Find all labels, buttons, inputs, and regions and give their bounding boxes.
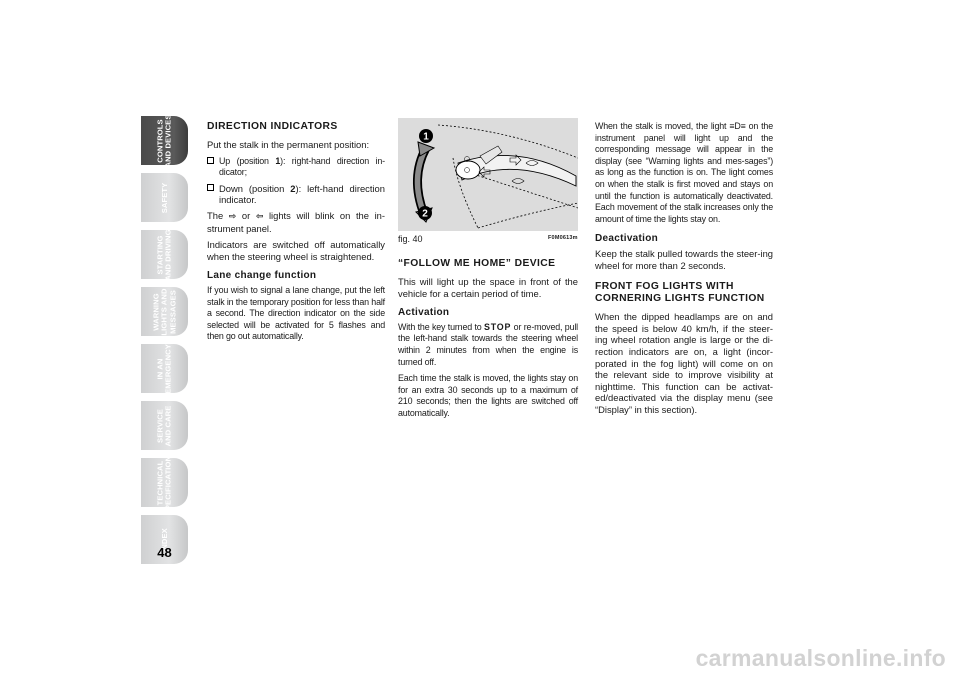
column-follow-me-home-cont bbox=[595, 121, 773, 420]
subheading: Deactivation bbox=[595, 233, 659, 245]
text: ): right-hand direction in-dicator; bbox=[219, 155, 385, 178]
text: Up (position bbox=[219, 155, 276, 166]
bullet-list bbox=[207, 156, 385, 206]
tab-safety[interactable] bbox=[141, 173, 188, 222]
marker-label: 1 bbox=[423, 131, 429, 143]
subheading: Lane change function bbox=[207, 270, 317, 282]
paragraph: Each time the stalk is moved, the lights stay on for an extra 30 seconds up to a maximum of 210 seconds; then the lights are switched off automatically. bbox=[398, 373, 578, 418]
checkbox-bullet-icon bbox=[207, 157, 214, 164]
paragraph: Indicators are switched off automatically when the steering wheel is straightened. bbox=[207, 239, 385, 262]
figure-code: F0M0613m bbox=[548, 235, 578, 241]
tab-label: SERVICE AND CARE bbox=[155, 405, 173, 446]
tab-label: IN AN EMERGENCY bbox=[155, 343, 173, 394]
chapter-tabs bbox=[141, 116, 188, 572]
paragraph: Keep the stalk pulled towards the steer-ing wheel for more than 2 seconds. bbox=[595, 247, 773, 271]
paragraph: When the dipped headlamps are on and the speed is below 40 km/h, if the steer-ing wheel rotation angle is large or the di-rection indicators are on, a light (incor-porated in the fog light) will come on on the relevant side to improve visibility at nighttime. This function can be activat-ed/deactivated via the display menu (see “Display” in this section). bbox=[595, 311, 773, 415]
tab-controls-and-devices[interactable] bbox=[141, 116, 188, 165]
text: ): left-hand direction indicator. bbox=[219, 182, 385, 206]
headlight-icon: ≡D≡ bbox=[729, 121, 746, 131]
guide-line bbox=[478, 203, 578, 228]
tab-warning-lights[interactable] bbox=[141, 287, 188, 336]
position-number: 2 bbox=[290, 182, 296, 194]
tab-label: WARNING LIGHTS AND MESSAGES bbox=[150, 287, 177, 336]
text: With the key turned to bbox=[398, 321, 485, 332]
text: or bbox=[236, 209, 256, 221]
tab-technical-specifications[interactable] bbox=[141, 450, 188, 515]
page-number: 48 bbox=[157, 545, 172, 560]
checkbox-bullet-icon bbox=[207, 184, 214, 191]
subheading: Activation bbox=[398, 307, 450, 319]
text: or re-moved, pull the left-hand stalk towards the steering wheel within 2 minutes from when the engine is turned off. bbox=[398, 321, 578, 367]
section-heading: “FOLLOW ME HOME” DEVICE bbox=[398, 258, 556, 269]
list-item bbox=[207, 156, 385, 179]
tab-label: TECHNICAL SPECIFICATIONS bbox=[155, 450, 173, 515]
tab-label: CONTROLS AND DEVICES bbox=[155, 114, 173, 167]
text: The bbox=[207, 209, 229, 221]
right-arrow-icon: ⇨ bbox=[228, 210, 237, 221]
tab-starting-and-driving[interactable] bbox=[141, 230, 188, 279]
left-arrow-icon: ⇦ bbox=[255, 210, 264, 221]
paragraph: This will light up the space in front of the vehicle for a certain period of time. bbox=[398, 276, 578, 299]
watermark: carmanualsonline.info bbox=[695, 645, 946, 671]
text: on the instrument panel will light up and the corresponding message will appear in the display (see “Warning lights and mes-sages”) as long as the function is on. The light comes on when the stalk is first moved and stays on until the function is automatically deactivated. Each movement of the stalk increases only the amount of time the lights stay on. bbox=[595, 121, 773, 224]
text: lights will blink on the in-strument panel. bbox=[207, 209, 385, 234]
paragraph: Put the stalk in the permanent position: bbox=[207, 139, 370, 150]
paragraph bbox=[595, 121, 773, 225]
figure-caption: fig. 40 bbox=[398, 234, 423, 244]
column-direction-indicators bbox=[207, 121, 385, 348]
list-item bbox=[207, 183, 385, 206]
paragraph bbox=[207, 210, 385, 234]
paragraph: If you wish to signal a lane change, put the left stalk in the temporary position for less than half a second. The direction indicator on the side selected will be activated for 5 flashes and then go out automatically. bbox=[207, 284, 385, 342]
marker-label: 2 bbox=[422, 208, 428, 220]
paragraph bbox=[398, 322, 578, 368]
text: Down (position bbox=[219, 182, 291, 194]
section-heading: DIRECTION INDICATORS bbox=[207, 121, 338, 132]
column-follow-me-home bbox=[398, 258, 578, 425]
tab-service-and-care[interactable] bbox=[141, 401, 188, 450]
tab-label: INDEX bbox=[159, 527, 169, 552]
section-heading: FRONT FOG LIGHTS WITH CORNERING LIGHTS FUNCTION bbox=[595, 281, 765, 305]
stalk-illustration bbox=[398, 118, 578, 231]
text: When the stalk is moved, the light bbox=[595, 121, 730, 131]
position-number: 1 bbox=[275, 155, 281, 166]
tab-label: STARTING AND DRIVING bbox=[155, 228, 173, 281]
tab-in-an-emergency[interactable] bbox=[141, 344, 188, 393]
steering-wheel-outline bbox=[438, 125, 578, 158]
stalk-tip bbox=[456, 161, 480, 179]
tab-label: SAFETY bbox=[159, 182, 169, 213]
key-stop-label: STOP bbox=[484, 321, 512, 332]
stalk-diagram bbox=[398, 118, 578, 231]
headlight-symbol-icon bbox=[512, 179, 524, 184]
